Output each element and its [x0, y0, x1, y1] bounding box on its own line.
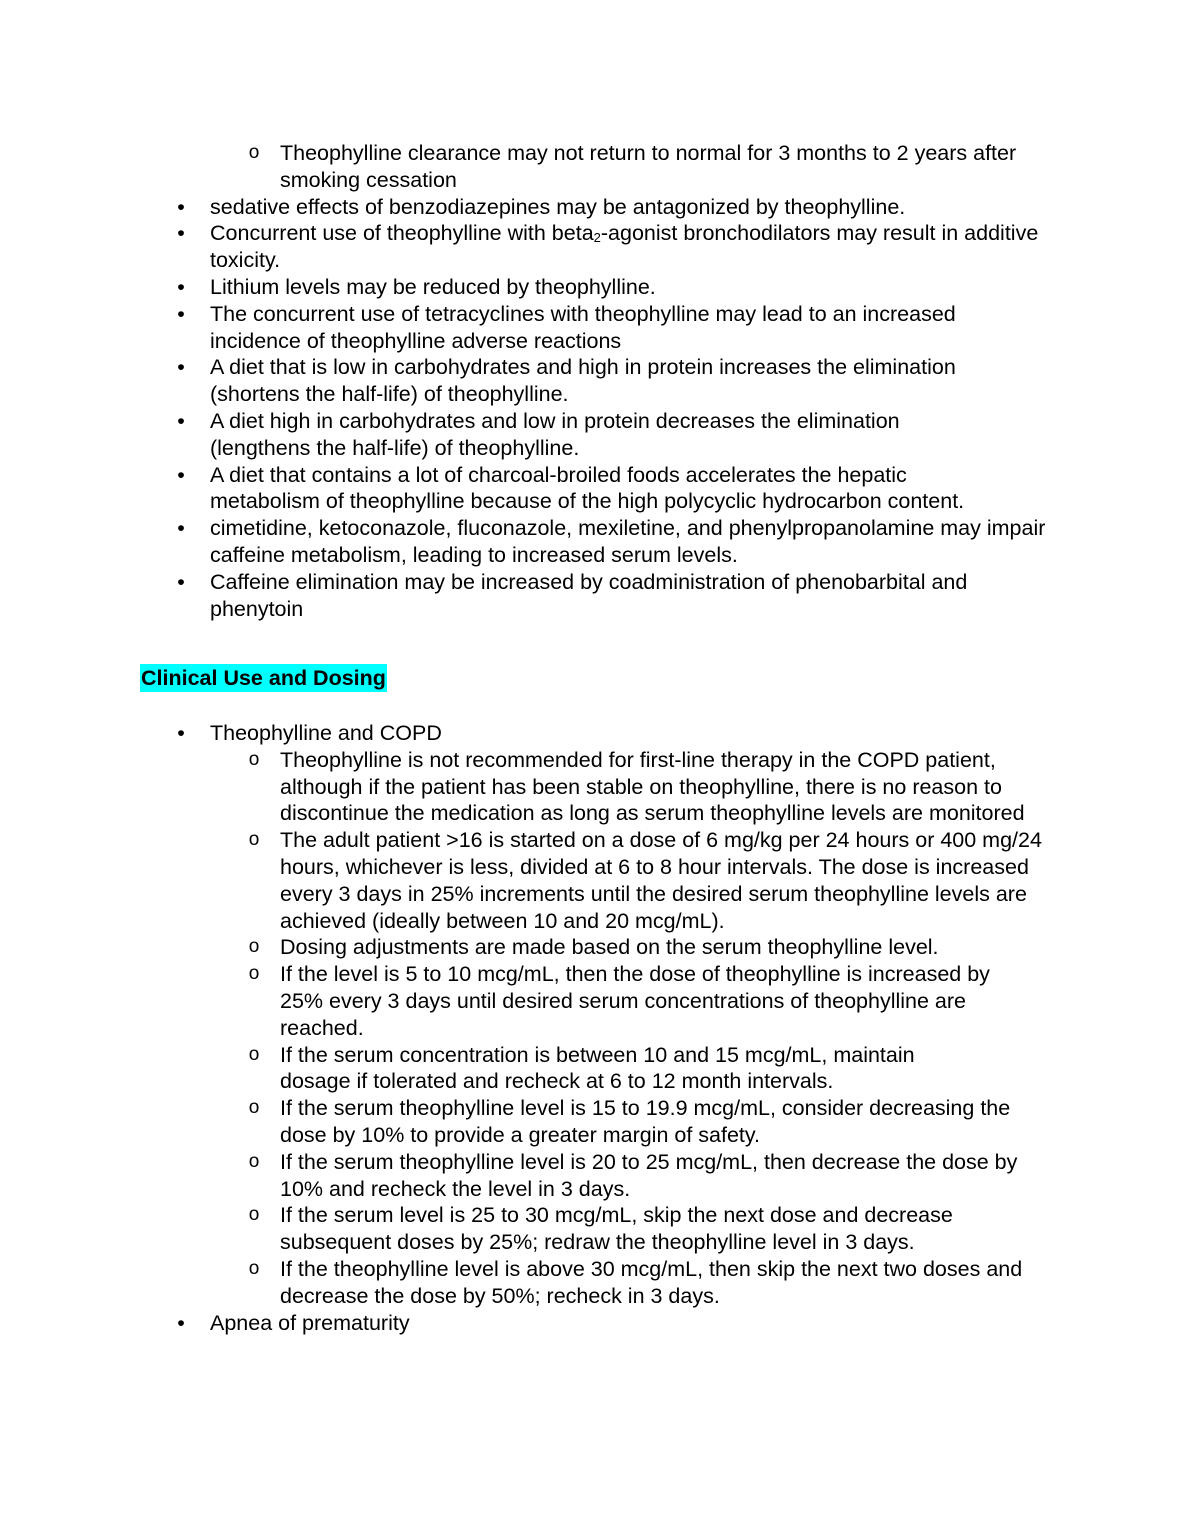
copd-item-text: If the theophylline level is above 30 mcg/mL, then skip the next two doses and decrease the dose by 50%; recheck in 3 days. — [280, 1256, 1023, 1308]
caffeine-increase-text: Caffeine elimination may be increased by coadministration of phenobarbital and phenytoin — [210, 569, 968, 621]
list-item — [0, 1042, 1055, 1096]
list-item — [0, 274, 1060, 301]
sub-bullet-marker: o — [248, 1043, 260, 1065]
list-item — [0, 140, 1055, 194]
sub-bullet-marker: o — [248, 142, 260, 163]
section-heading: Clinical Use and Dosing — [141, 666, 386, 690]
bullet-marker: • — [177, 408, 185, 433]
lithium-text: Lithium levels may be reduced by theophylline. — [210, 274, 656, 299]
copd-item-text: If the serum theophylline level is 20 to 25 mcg/mL, then decrease the dose by 10% and recheck the level in 3 days. — [280, 1149, 1018, 1201]
bullet-marker: • — [177, 569, 185, 594]
copd-item-text: Dosing adjustments are made based on the serum theophylline level. — [280, 935, 939, 960]
list-item — [0, 720, 1060, 747]
beta2-text-end: -agonist bronchodilators may result in additive toxicity. — [210, 221, 1039, 273]
charcoal-text: A diet that contains a lot of charcoal-broiled foods accelerates the hepatic metabolism of theophylline because of the high polycyclic hydrocarbon content. — [210, 462, 965, 514]
list-item — [0, 408, 1060, 462]
bullet-marker: • — [177, 221, 185, 246]
copd-title: Theophylline and COPD — [210, 721, 442, 745]
sub-bullet-marker: o — [248, 829, 260, 851]
copd-item-text: If the serum theophylline level is 15 to 19.9 mcg/mL, consider decreasing the dose by 10% to provide a greater margin of safety. — [280, 1096, 1011, 1147]
bullet-marker: • — [177, 462, 185, 487]
list-item — [0, 194, 1060, 221]
list-item — [0, 301, 1060, 355]
copd-item-text: If the serum level is 25 to 30 mcg/mL, skip the next dose and decrease subsequent doses by 25%; redraw the theophylline level in 3 days. — [280, 1203, 953, 1255]
interactions-list — [0, 140, 1190, 622]
list-item — [0, 827, 1055, 934]
caffeine-impair-text: cimetidine, ketoconazole, fluconazole, mexiletine, and phenylpropanolamine may impair caffeine metabolism, leading to increased serum levels. — [210, 516, 1046, 567]
beta2-agonist-text — [210, 220, 1040, 274]
list-item — [0, 1202, 1055, 1256]
bullet-marker: • — [177, 516, 185, 541]
diet-high-carb-text: A diet high in carbohydrates and low in protein decreases the elimination (lengthens the half-life) of theophylline. — [210, 408, 900, 460]
sub-bullet-marker: o — [248, 1150, 260, 1172]
sub-bullet-marker: o — [248, 1257, 260, 1279]
list-item — [0, 462, 1060, 516]
sub-bullet-marker: o — [248, 1204, 260, 1226]
list-item — [0, 1256, 1055, 1310]
list-item — [0, 1310, 1060, 1337]
copd-item-text: If the serum concentration is between 10 and 15 mcg/mL, maintain dosage if tolerated and recheck at 6 to 12 month intervals. — [280, 1042, 915, 1094]
apnea-title: Apnea of prematurity — [210, 1310, 410, 1335]
tetracyclines-text: The concurrent use of tetracyclines with theophylline may lead to an increased incidence of theophylline adverse reactions — [210, 301, 956, 353]
list-item — [0, 1149, 1055, 1203]
bullet-marker: • — [177, 274, 185, 299]
beta2-text-start: Concurrent use of theophylline with beta — [210, 221, 594, 246]
list-item — [0, 961, 1055, 1041]
list-item — [0, 934, 1055, 961]
bullet-marker: • — [177, 355, 185, 380]
sub-bullet-marker: o — [248, 936, 260, 958]
bullet-marker: • — [177, 1310, 185, 1335]
copd-item-text: Theophylline is not recommended for first-line therapy in the COPD patient, although if the patient has been stable on theophylline, there is no reason to discontinue the medication as long as serum theophylline levels are monitored — [280, 747, 1025, 826]
clinical-use-list — [0, 720, 1190, 1336]
copd-item-text: The adult patient >16 is started on a dose of 6 mg/kg per 24 hours or 400 mg/24 hours, whichever is less, divided at 6 to 8 hour intervals. The dose is increased every 3 days in 25% increments until the desired serum theophylline levels are achieved (ideally between 10 and 20 mcg/mL). — [280, 828, 1042, 933]
sub-bullet-marker: o — [248, 1097, 260, 1119]
list-item — [0, 220, 1060, 274]
list-item — [0, 354, 1060, 408]
sub-bullet-marker: o — [248, 963, 260, 985]
copd-item-text: If the level is 5 to 10 mcg/mL, then the dose of theophylline is increased by 25% every 3 days until desired serum concentrations of theophylline are reached. — [280, 962, 990, 1040]
diet-low-carb-text: A diet that is low in carbohydrates and high in protein increases the elimination (shortens the half-life) of theophylline. — [210, 355, 956, 407]
bullet-marker: • — [177, 194, 185, 219]
sub-bullet-marker: o — [248, 748, 260, 770]
bullet-marker: • — [177, 721, 185, 745]
benzodiazepines-text: sedative effects of benzodiazepines may be antagonized by theophylline. — [210, 194, 906, 219]
list-item — [0, 747, 1055, 827]
list-item — [0, 569, 1060, 623]
beta2-subscript: 2 — [593, 230, 601, 246]
bullet-marker: • — [177, 301, 185, 326]
smoking-clearance-text: Theophylline clearance may not return to normal for 3 months to 2 years after smoking cessation — [280, 141, 1017, 192]
list-item — [0, 515, 1060, 569]
list-item — [0, 1095, 1055, 1149]
